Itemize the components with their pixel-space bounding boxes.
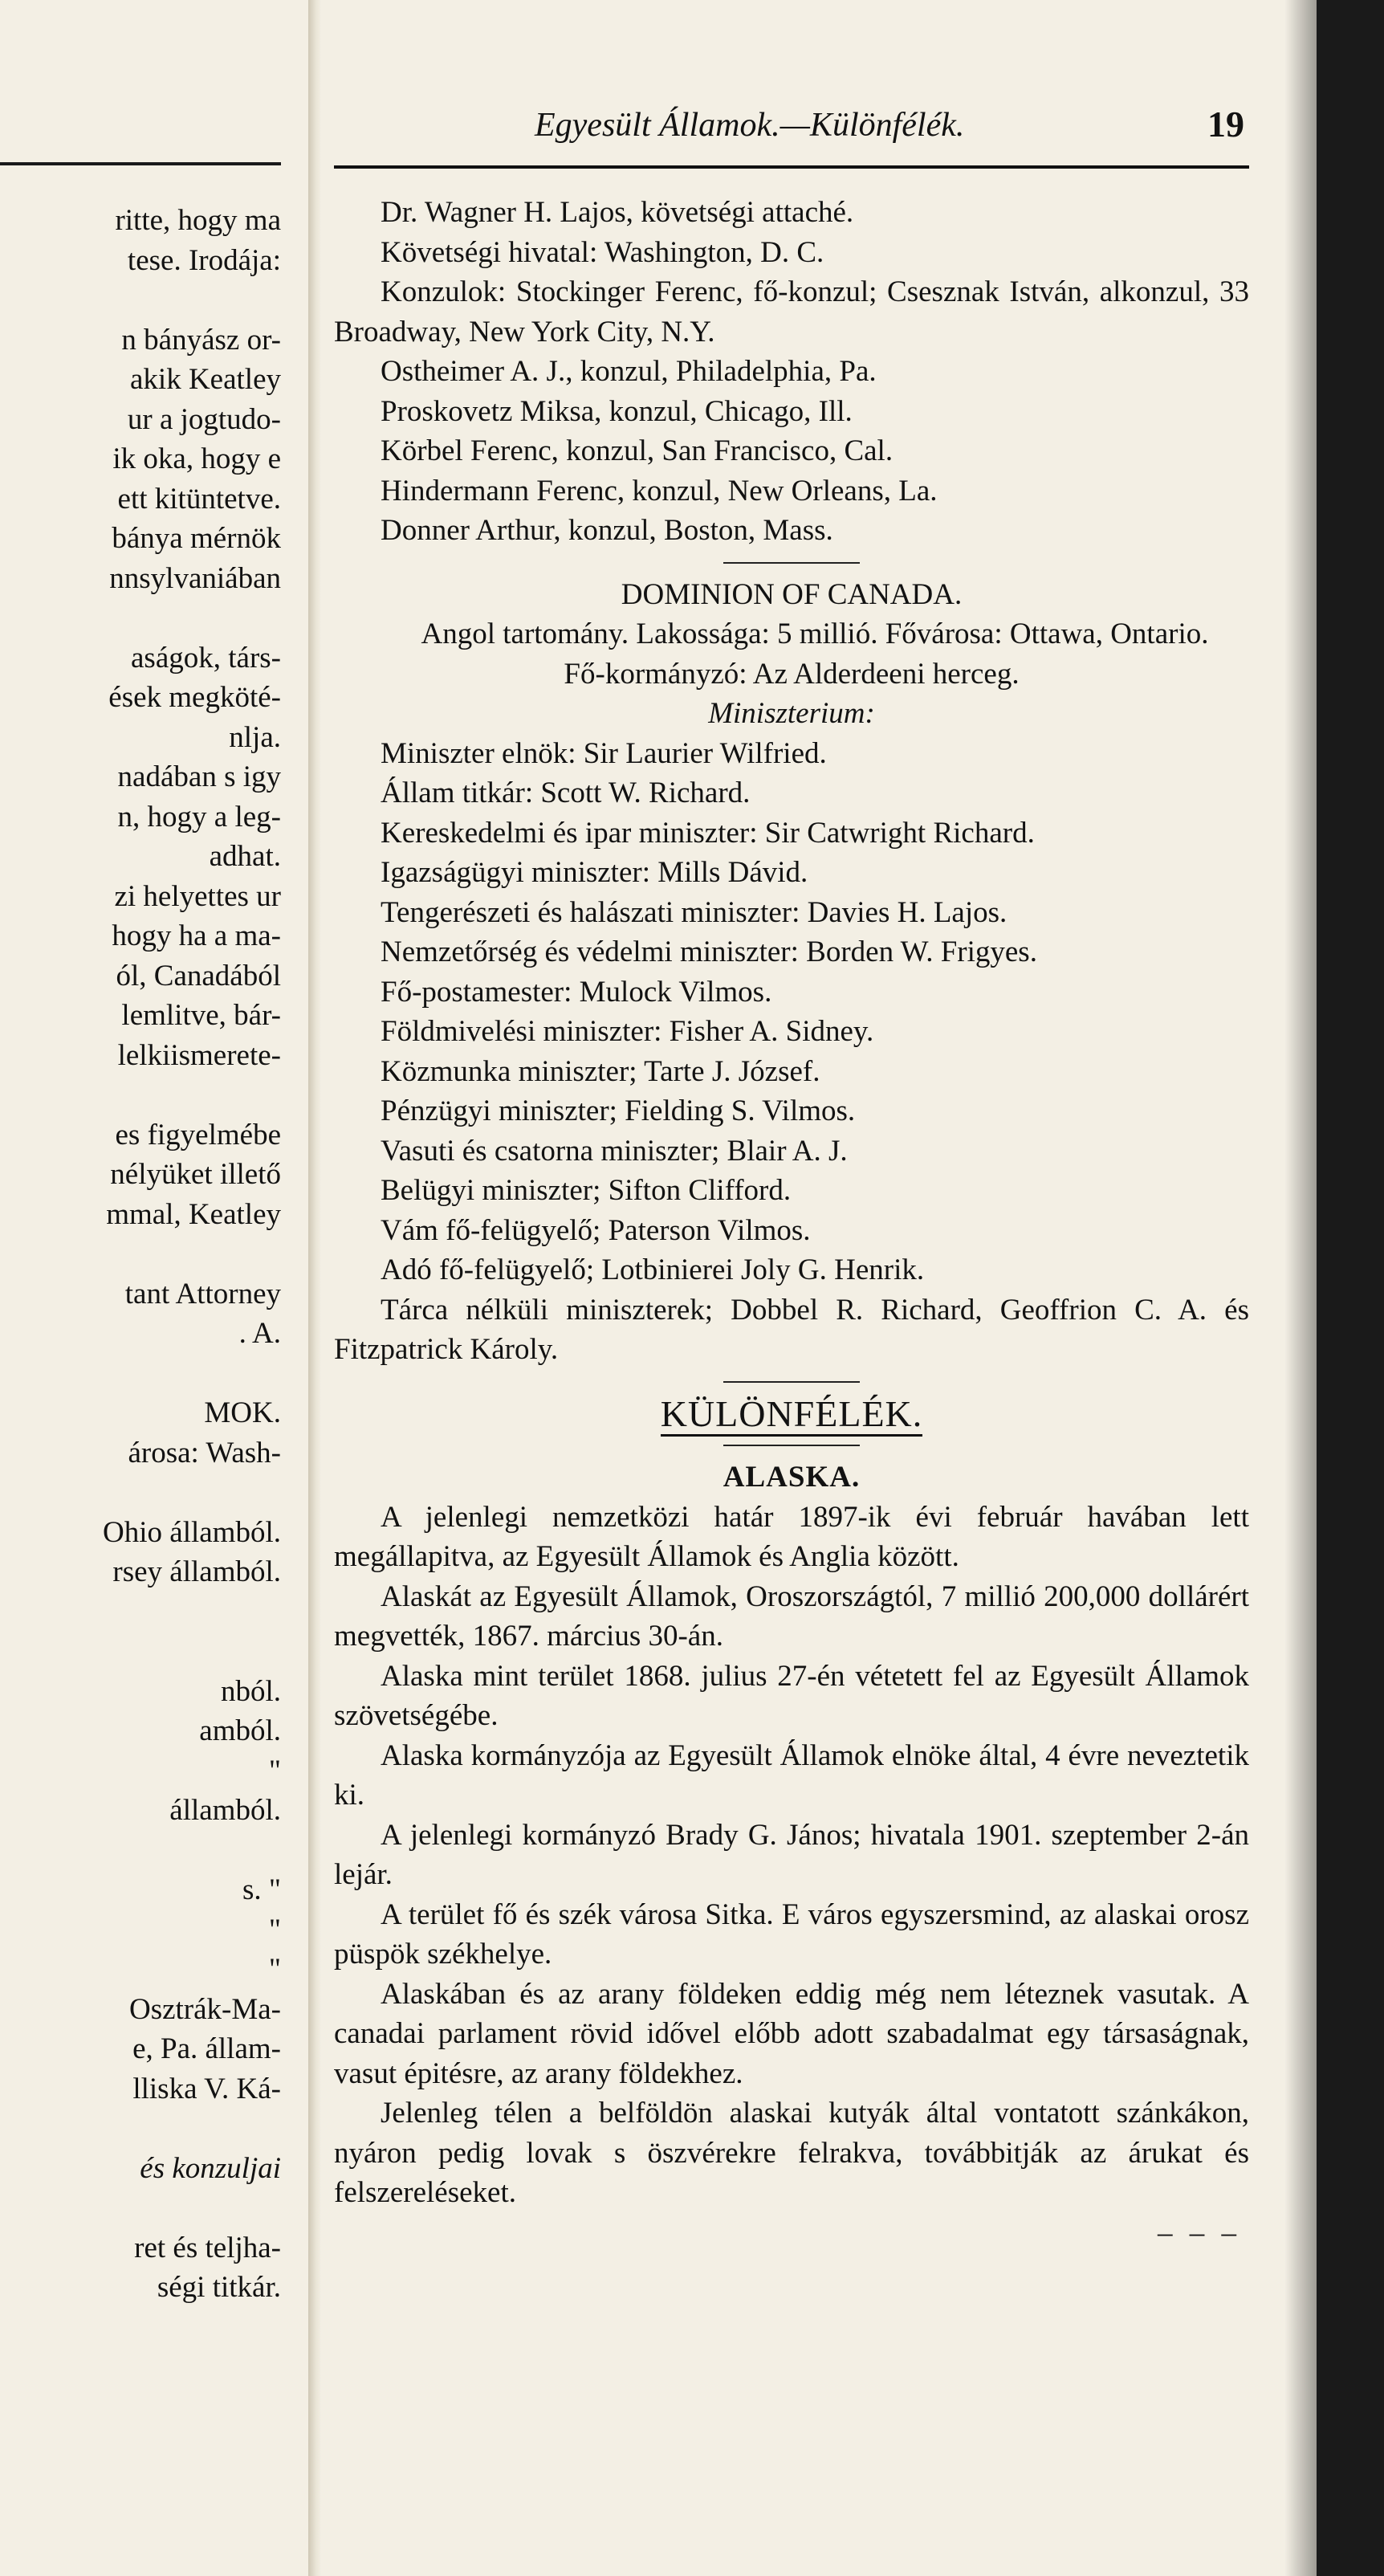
left-column-line xyxy=(0,1234,308,1274)
ministry-heading: Miniszterium: xyxy=(708,697,875,730)
canada-governor: Fő-kormányzó: Az Alderdeeni herceg. xyxy=(564,657,1020,691)
minister-line: Fő-postamester: Mulock Vilmos. xyxy=(381,975,772,1009)
alaska-paragraph: Jelenleg télen a belföldön alaskai kutyák által vontatott szánkákon, nyáron pedig lovak s öszvérekre felrakva, továbbitják az árukat és felszereléseket. xyxy=(334,2097,1249,2209)
kulonfelek-section xyxy=(334,1394,1249,2253)
legation-line: Hindermann Ferenc, konzul, New Orleans, La. xyxy=(381,474,938,507)
kulonfelek-title-text: KÜLÖNFÉLÉK. xyxy=(661,1393,923,1437)
minister-line: Nemzetőrség és védelmi miniszter: Borden W. Frigyes. xyxy=(381,935,1037,968)
alaska-title: ALASKA. xyxy=(723,1461,861,1494)
left-column-line: ól, Canadából xyxy=(116,959,281,992)
section-divider xyxy=(723,562,860,564)
legation-line: Proskovetz Miksa, konzul, Chicago, Ill. xyxy=(381,394,853,428)
left-column-line: zi helyettes ur xyxy=(114,879,281,913)
left-column-line: aságok, társ- xyxy=(131,641,281,675)
left-column-line: . A. xyxy=(238,1317,281,1350)
left-column-line xyxy=(0,598,308,638)
alaska-paragraph: A jelenlegi nemzetközi határ 1897-ik évi február havában lett megállapitva, az Egyesült Államok és Anglia között. xyxy=(334,1500,1249,1573)
left-column-line: lemlitve, bár- xyxy=(121,999,281,1032)
minister-line: Igazságügyi miniszter: Mills Dávid. xyxy=(381,856,808,889)
left-column-line: Ohio államból. xyxy=(103,1515,281,1549)
left-column-line: ések megköté- xyxy=(108,681,281,714)
left-column-line: bánya mérnök xyxy=(112,522,281,555)
left-column-line: ségi titkár. xyxy=(157,2271,281,2304)
legation-line: Dr. Wagner H. Lajos, követségi attaché. xyxy=(381,196,854,229)
running-title: Egyesült Államok.—Különfélék. xyxy=(535,107,965,144)
kulonfelek-title xyxy=(334,1394,1249,1434)
minister-line: Adó fő-felügyelő; Lotbinierei Joly G. Henrik. xyxy=(381,1253,925,1286)
left-column-line: lliska V. Ká- xyxy=(132,2072,281,2105)
minister-line: Tengerészeti és halászati miniszter: Davies H. Lajos. xyxy=(381,895,1007,929)
minister-line: Kereskedelmi és ipar miniszter: Sir Catwright Richard. xyxy=(381,816,1035,850)
minister-line: Közmunka miniszter; Tarte J. József. xyxy=(381,1054,820,1088)
canada-section xyxy=(334,575,1249,1370)
left-column-line xyxy=(0,2188,308,2228)
left-column-line xyxy=(0,1592,308,1632)
alaska-paragraph: A jelenlegi kormányzó Brady G. János; hivatala 1901. szeptember 2-án lejár. xyxy=(334,1818,1249,1891)
page-body xyxy=(334,193,1249,2252)
legation-line: Követségi hivatal: Washington, D. C. xyxy=(381,235,824,269)
left-column-line: tese. Irodája: xyxy=(127,243,281,277)
legation-line: Konzulok: Stockinger Ferenc, fő-konzul; Csesznak István, alkonzul, 33 Broadway, New York City, N.Y. xyxy=(334,275,1249,348)
left-page-column xyxy=(0,201,308,2308)
alaska-paragraphs xyxy=(334,1498,1249,2213)
minister-line: Földmivelési miniszter: Fisher A. Sidney. xyxy=(381,1015,874,1048)
left-column-line: tant Attorney xyxy=(124,1277,281,1310)
left-column-line xyxy=(0,280,308,320)
legation-line: Donner Arthur, konzul, Boston, Mass. xyxy=(381,514,833,547)
left-column-line: MOK. xyxy=(204,1396,281,1429)
alaska-paragraph: A terület fő és szék városa Sitka. E város egyszersmind, az alaskai orosz püspök székhelye. xyxy=(334,1897,1249,1971)
left-column-line: n, hogy a leg- xyxy=(117,800,281,834)
section-divider xyxy=(723,1381,860,1383)
left-column-line: nból. xyxy=(220,1674,281,1708)
minister-line: Állam titkár: Scott W. Richard. xyxy=(381,776,751,809)
left-column-line xyxy=(0,1831,308,1871)
page-header xyxy=(334,96,1249,161)
minister-line: Vám fő-felügyelő; Paterson Vilmos. xyxy=(381,1213,811,1247)
left-column-line: és konzuljai xyxy=(140,2151,281,2185)
right-page xyxy=(334,96,1249,2252)
left-column-line xyxy=(0,2109,308,2149)
left-column-line: lelkiismerete- xyxy=(117,1038,281,1072)
alaska-paragraph: Alaskát az Egyesült Államok, Oroszországtól, 7 millió 200,000 dollárért megvették, 1867. március 30-án. xyxy=(334,1579,1249,1653)
left-column-line: nlja. xyxy=(229,720,281,754)
left-column-line: hogy ha a ma- xyxy=(112,919,281,952)
minister-line: Belügyi miniszter; Sifton Clifford. xyxy=(381,1174,792,1207)
section-divider xyxy=(723,1445,860,1446)
left-column-line: mmal, Keatley xyxy=(106,1197,281,1231)
left-column-line: ett kitüntetve. xyxy=(117,482,281,516)
left-column-rule xyxy=(0,162,281,165)
left-column-line: árosa: Wash- xyxy=(128,1436,281,1469)
left-column-line: n bányász or- xyxy=(121,323,281,357)
page-gutter xyxy=(308,0,321,2576)
left-column-line xyxy=(0,1473,308,1513)
alaska-paragraph: Alaska mint terület 1868. julius 27-én vétetett fel az Egyesült Államok szövetségébe. xyxy=(334,1659,1249,1732)
left-column-line xyxy=(0,1354,308,1394)
left-column-line: akik Keatley xyxy=(130,363,281,396)
left-column-line: s. " xyxy=(242,1873,281,1906)
alaska-paragraph: Alaska kormányzója az Egyesült Államok elnöke által, 4 évre neveztetik ki. xyxy=(334,1738,1249,1812)
page-edge-shadow xyxy=(1284,0,1317,2576)
left-column-line: ret és teljha- xyxy=(134,2231,281,2264)
left-column-line xyxy=(0,1075,308,1115)
left-column-line: amból. xyxy=(199,1714,281,1747)
left-column-line xyxy=(0,1632,308,1672)
legation-line: Körbel Ferenc, konzul, San Francisco, Cal. xyxy=(381,434,893,467)
minister-line: Pénzügyi miniszter; Fielding S. Vilmos. xyxy=(381,1094,856,1127)
left-column-line: államból. xyxy=(169,1794,281,1827)
left-column-line: ritte, hogy ma xyxy=(115,204,281,237)
minister-line: Miniszter elnök: Sir Laurier Wilfried. xyxy=(381,736,827,770)
left-column-line: nnsylvaniában xyxy=(109,561,281,595)
legation-section xyxy=(334,193,1249,551)
minister-list xyxy=(334,734,1249,1370)
left-column-line: Osztrák-Ma- xyxy=(128,1992,281,2026)
minister-line: Vasuti és csatorna miniszter; Blair A. J. xyxy=(381,1134,848,1168)
legation-line: Ostheimer A. J., konzul, Philadelphia, Pa. xyxy=(381,355,877,388)
left-column-line: nélyüket illető xyxy=(110,1158,281,1191)
left-column-line: rsey államból. xyxy=(112,1555,281,1588)
header-rule xyxy=(334,165,1249,169)
page-number: 19 xyxy=(1207,104,1244,145)
left-column-line: " xyxy=(268,1754,281,1787)
left-column-line: e, Pa. állam- xyxy=(132,2032,281,2065)
left-column-line: " xyxy=(268,1953,281,1986)
page-tail-mark: – – – xyxy=(1158,2215,1241,2249)
alaska-paragraph: Alaskában és az arany földeken eddig még nem léteznek vasutak. A canadai parlament rövid idővel előbb adott szabadalmat egy társaságnak, vasut épitésre, az arany földekhez. xyxy=(334,1977,1249,2090)
left-column-line: " xyxy=(268,1913,281,1946)
left-column-line: adhat. xyxy=(209,840,281,873)
left-column-line: nadában s igy xyxy=(117,760,281,793)
canada-title: DOMINION OF CANADA. xyxy=(621,577,963,611)
canada-intro: Angol tartomány. Lakossága: 5 millió. Fővárosa: Ottawa, Ontario. xyxy=(421,618,1209,650)
minister-line: Tárca nélküli miniszterek; Dobbel R. Richard, Geoffrion C. A. és Fitzpatrick Károly. xyxy=(334,1293,1249,1366)
left-column-line: ur a jogtudo- xyxy=(127,402,281,436)
left-column-line: ik oka, hogy e xyxy=(112,442,281,475)
left-column-line: es figyelmébe xyxy=(115,1118,281,1151)
